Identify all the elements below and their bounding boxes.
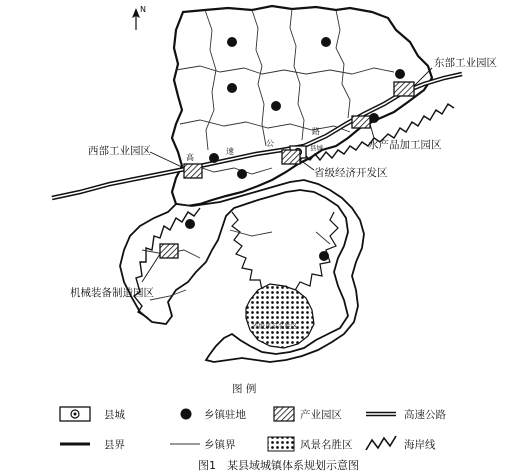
- label-east-industrial-park: 东部工业园区: [434, 57, 497, 69]
- legend-item-scenic-area: [268, 437, 353, 451]
- figure-caption: 图1 某县域城镇体系规划示意图: [198, 459, 359, 472]
- label-aquatic-processing-zone: 水产品加工园区: [368, 139, 442, 151]
- highway-char-3: 公: [266, 139, 274, 148]
- legend: [60, 382, 446, 451]
- map-area: [52, 5, 497, 362]
- highway-char-2: 速: [226, 147, 234, 156]
- township-seat: [319, 251, 329, 261]
- southern-peninsula-boundary: [120, 180, 364, 362]
- township-seat: [237, 169, 247, 179]
- legend-item-township: [181, 408, 247, 421]
- legend-label: 产业园区: [300, 409, 342, 421]
- township-seat: [395, 69, 405, 79]
- north-arrow-icon: [132, 5, 146, 30]
- township-seat: [185, 219, 195, 229]
- industrial-park-aquatic: [352, 116, 370, 128]
- scenic-area-region: [246, 284, 314, 348]
- north-label: N: [140, 5, 146, 14]
- township-seat: [321, 37, 331, 47]
- highway-char-1: 高: [186, 153, 194, 162]
- scenic-area-label: 省级风景名胜区: [252, 322, 298, 330]
- township-seat: [209, 153, 219, 163]
- legend-item-township-boundary: [170, 438, 236, 451]
- label-west-industrial-park: 西部工业园区: [88, 145, 151, 157]
- industrial-park-provincial: [282, 150, 300, 164]
- county-seat-label: 县城: [310, 144, 323, 152]
- township-seat: [227, 83, 237, 93]
- legend-item-coastline: [366, 436, 436, 451]
- legend-label: 乡镇驻地: [204, 409, 246, 421]
- industrial-park-west: [184, 164, 202, 178]
- highway-char-4: 路: [312, 127, 320, 136]
- legend-label: 风景名胜区: [300, 439, 353, 451]
- legend-item-expressway: [366, 408, 446, 421]
- label-machinery-park: 机械装备制造园区: [70, 287, 154, 299]
- legend-title: 图 例: [232, 383, 257, 395]
- legend-label: 乡镇界: [204, 439, 236, 451]
- township-seat: [227, 37, 237, 47]
- industrial-park-machinery: [160, 244, 178, 258]
- legend-label: 高速公路: [404, 409, 446, 421]
- legend-label: 海岸线: [404, 439, 436, 451]
- township-seat: [271, 101, 281, 111]
- legend-item-industrial-park: [274, 407, 342, 421]
- legend-label: 县城: [104, 409, 125, 421]
- legend-item-county-boundary: [60, 439, 125, 451]
- legend-item-county-seat: [60, 407, 125, 421]
- label-provincial-dev-zone: 省级经济开发区: [314, 167, 388, 179]
- legend-label: 县界: [104, 439, 125, 451]
- industrial-park-east: [394, 82, 414, 96]
